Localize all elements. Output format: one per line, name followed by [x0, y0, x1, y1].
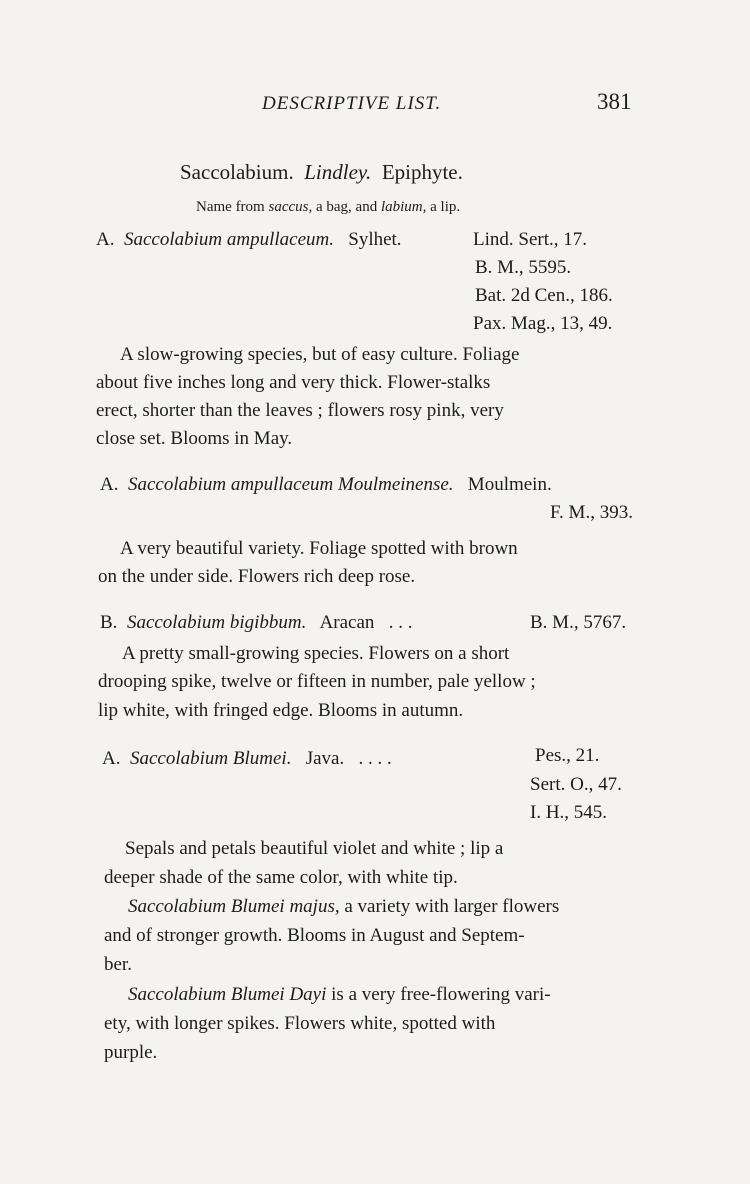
entry-3-heading	[100, 612, 412, 634]
entry-grade: A.	[100, 474, 119, 495]
entry-3-desc-line: lip white, with fringed edge. Blooms in autumn.	[98, 700, 464, 721]
entry-grade: B.	[100, 612, 118, 633]
entry-4-ref-1: Pes., 21.	[535, 745, 600, 766]
leader-dots: . . . .	[358, 748, 392, 769]
entry-4-desc-line: deeper shade of the same color, with white tip.	[104, 867, 458, 888]
entry-4-ref-3: I. H., 545.	[530, 802, 608, 823]
entry-2-desc-line: on the under side. Flowers rich deep rose.	[98, 566, 416, 587]
entry-3-desc-line: drooping spike, twelve or fifteen in number, pale yellow ;	[98, 671, 536, 692]
entry-1-ref-4: Pax. Mag., 13, 49.	[473, 313, 613, 334]
entry-grade: A.	[96, 229, 115, 250]
variety-dayi-line	[128, 984, 551, 1006]
genus-name: Saccolabium.	[180, 160, 294, 184]
entry-species: Saccolabium ampullaceum Moulmeinense.	[127, 474, 454, 495]
variety-name: Saccolabium Blumei majus,	[128, 896, 340, 917]
page-number: 381	[597, 89, 632, 114]
running-head: DESCRIPTIVE LIST.	[262, 93, 442, 114]
etymology-suffix: a lip.	[426, 199, 461, 215]
entry-1-ref-3: Bat. 2d Cen., 186.	[475, 285, 613, 306]
genus-habit: Epiphyte.	[381, 160, 463, 184]
variety-dayi-line: ety, with longer spikes. Flowers white, spotted with	[104, 1013, 496, 1034]
entry-1-desc-line: erect, shorter than the leaves ; flowers rosy pink, very	[96, 400, 504, 421]
entry-1-desc-line: about five inches long and very thick. Flower-stalks	[96, 372, 491, 393]
entry-locality: Java.	[305, 748, 345, 769]
entry-locality: Moulmein.	[467, 474, 552, 495]
genus-heading	[180, 160, 463, 185]
entry-locality: Sylhet.	[348, 229, 402, 250]
variety-text: a variety with larger flowers	[339, 896, 560, 917]
leader-dots: . . .	[388, 612, 413, 633]
etymology-word-labium: labium,	[380, 199, 427, 215]
etymology-note	[196, 199, 460, 216]
variety-majus-line: ber.	[104, 954, 132, 975]
etymology-word-saccus: saccus,	[268, 199, 313, 215]
variety-majus-line	[128, 896, 559, 918]
entry-species: Saccolabium Blumei.	[129, 748, 292, 769]
variety-majus-line: and of stronger growth. Blooms in August and Septem-	[104, 925, 525, 946]
entry-1-ref-1: Lind. Sert., 17.	[473, 229, 587, 250]
entry-species: Saccolabium ampullaceum.	[123, 229, 334, 250]
entry-4-ref-2: Sert. O., 47.	[530, 774, 622, 795]
entry-1-desc-line: A slow-growing species, but of easy culture. Foliage	[120, 344, 520, 365]
entry-1-heading	[96, 229, 402, 251]
entry-locality: Aracan	[319, 612, 375, 633]
variety-name: Saccolabium Blumei Dayi	[128, 984, 327, 1005]
entry-1-desc-line: close set. Blooms in May.	[96, 428, 293, 449]
entry-3-desc-line: A pretty small-growing species. Flowers on a short	[122, 643, 510, 664]
entry-2-heading	[100, 474, 552, 496]
genus-author: Lindley.	[304, 160, 372, 184]
entry-2-desc-line: A very beautiful variety. Foliage spotted with brown	[120, 538, 518, 559]
variety-dayi-line: purple.	[104, 1042, 158, 1063]
entry-2-ref-1: F. M., 393.	[550, 502, 633, 523]
entry-grade: A.	[102, 748, 121, 769]
entry-species: Saccolabium bigibbum.	[126, 612, 307, 633]
etymology-mid: a bag, and	[312, 199, 381, 215]
etymology-prefix: Name from	[196, 199, 269, 215]
entry-4-desc-line: Sepals and petals beautiful violet and white ; lip a	[125, 838, 504, 859]
entry-3-ref-1: B. M., 5767.	[530, 612, 627, 633]
entry-1-ref-2: B. M., 5595.	[475, 257, 572, 278]
entry-4-heading	[102, 748, 392, 770]
variety-text: is a very free-flowering vari-	[326, 984, 551, 1005]
